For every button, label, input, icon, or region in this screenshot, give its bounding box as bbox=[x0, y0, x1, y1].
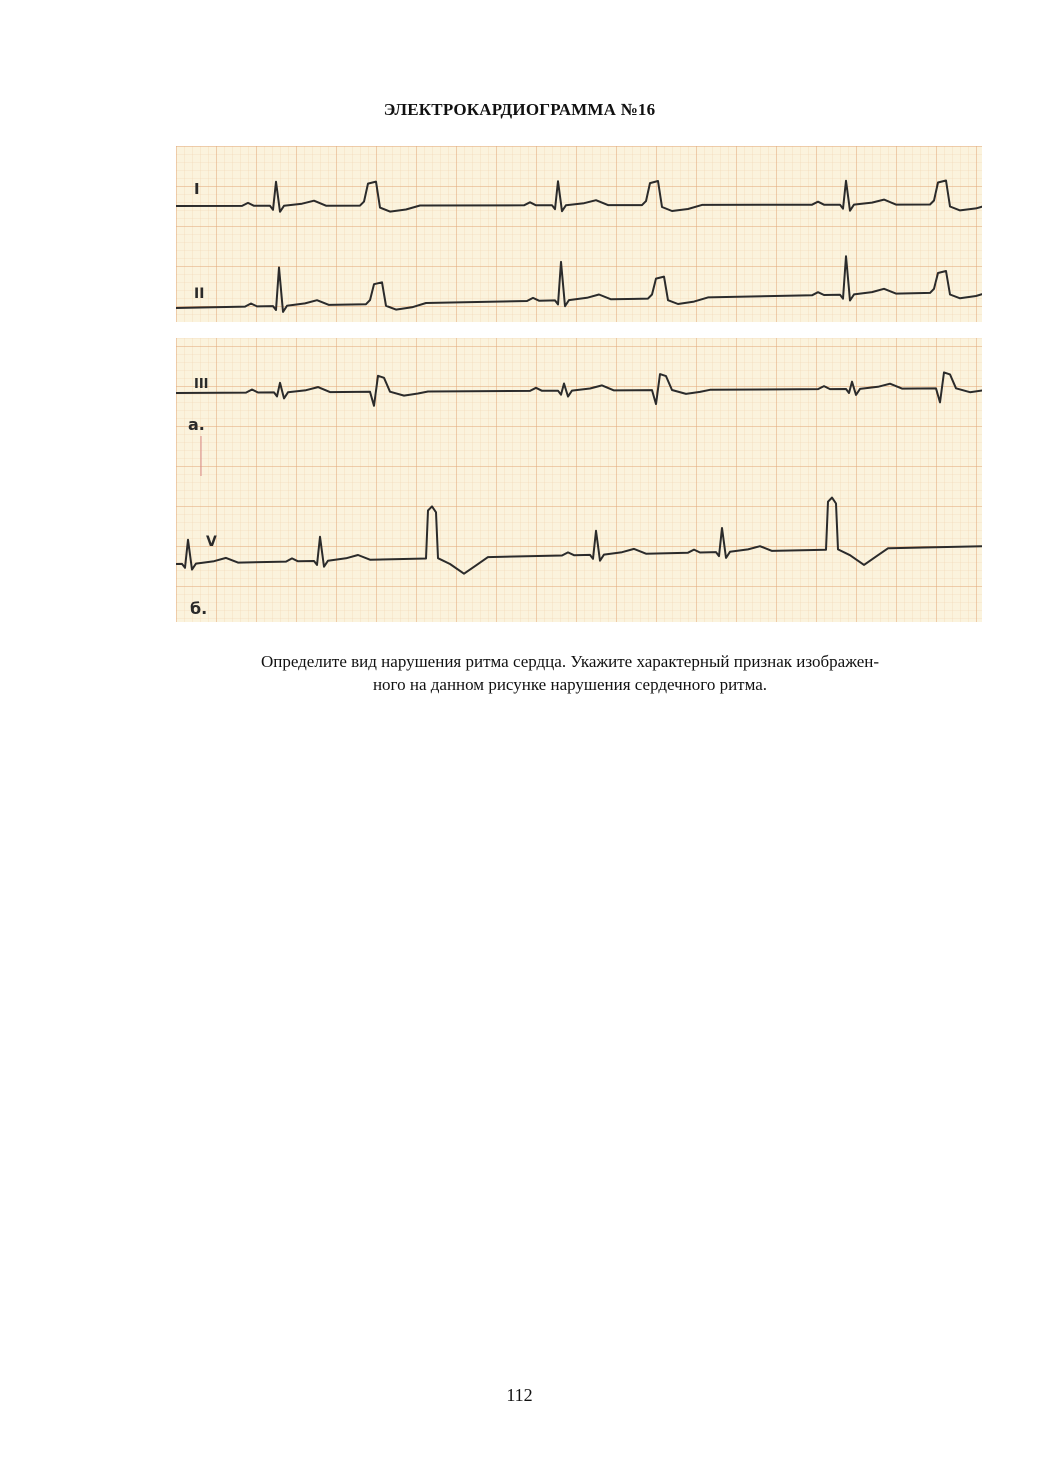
caption-line-2: ного на данном рисунке нарушения сердечного ритма. bbox=[372, 675, 768, 694]
ecg-figure bbox=[176, 146, 982, 622]
lead-label-ii: II bbox=[194, 286, 205, 302]
lead-label-i: I bbox=[194, 180, 200, 198]
lead-label-v: V bbox=[206, 534, 217, 550]
page-title: ЭЛЕКТРОКАРДИОГРАММА №16 bbox=[383, 100, 656, 119]
question-caption bbox=[150, 650, 990, 696]
panel-label-b: б. bbox=[190, 599, 208, 618]
page-number: 112 bbox=[506, 1385, 533, 1405]
panel-label-a: а. bbox=[188, 415, 205, 434]
caption-line-1: Определите вид нарушения ритма сердца. Укажите характерный признак изображен- bbox=[260, 652, 880, 671]
lead-label-iii: III bbox=[194, 377, 209, 392]
